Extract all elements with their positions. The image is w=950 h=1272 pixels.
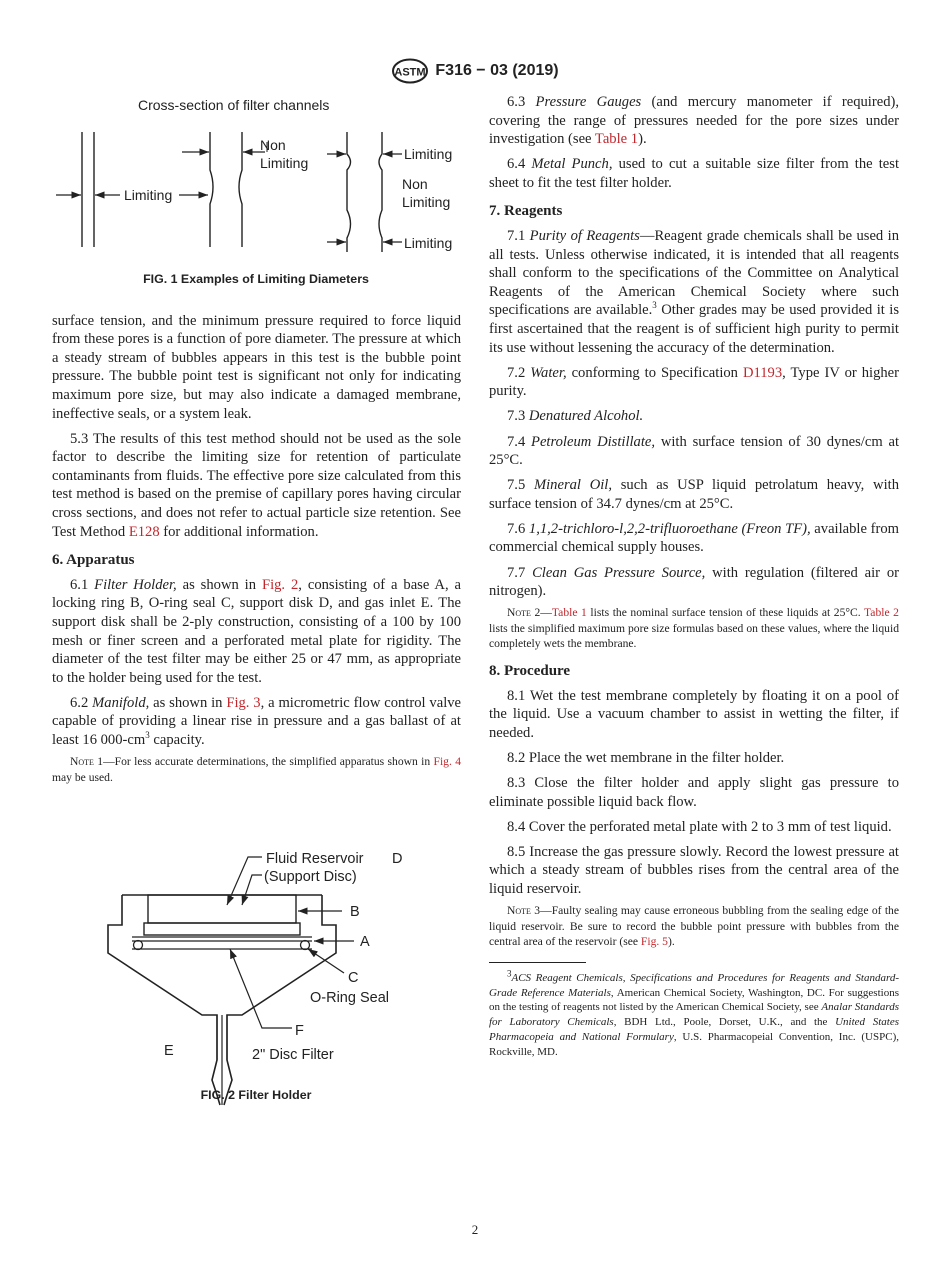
figure-2 (52, 845, 461, 1107)
fig1-title: Cross-section of filter channels (138, 97, 330, 113)
para-6-4: 6.4 Metal Punch, used to cut a suitable size filter from the test sheet to fit the test filter holder. (489, 156, 900, 191)
svg-text:Fluid Reservoir: Fluid Reservoir (266, 851, 364, 867)
footnote-rule (489, 962, 586, 963)
svg-text:C: C (348, 970, 359, 986)
para-8-2: 8.2 Place the wet membrane in the filter holder. (507, 749, 785, 766)
para-6-1: 6.1 Filter Holder, as shown in Fig. 2, consisting of a base A, a locking ring B, O-ring seal C, support disk D, and gas inlet E. The support disk shall be 2-ply construction, consisting of a 100 by 100 mesh or finer screen and a perforated metal plate for rigidity. The diameter of the test filter may be either 25 or 47 mm, as appropriate to the holder being used for the test. (52, 576, 462, 686)
svg-text:Non: Non (402, 176, 428, 192)
para-7-7: 7.7 Clean Gas Pressure Source, with regulation (filtered air or nitrogen). (489, 564, 899, 600)
para-8-1: 8.1 Wet the test membrane completely by floating it on a pool of the liquid. Use a vacuum chamber to assist in wetting the filter, if needed. (489, 687, 899, 741)
figure-1 (52, 92, 461, 294)
svg-text:Limiting: Limiting (402, 194, 451, 210)
right-column (489, 93, 899, 1060)
svg-text:E: E (164, 1043, 174, 1059)
para-7-2: 7.2 Water, conforming to Specification D1193, Type IV or higher purity. (489, 364, 900, 400)
para-7-1: 7.1 Purity of Reagents—Reagent grade chemicals shall be used in all tests. Unless otherwise indicated, it is intended that all reagents shall conform to the specifications of the Committee on Analytical Reagents of the American Chemical Society where such specifications are available.$^3$ Other grades may be used provided it is first ascertained that the reagent is of sufficient high purity to permit its use without lessening the accuracy of the determination. (489, 228, 900, 356)
page-header (0, 58, 950, 84)
astm-logo-icon (391, 58, 429, 84)
footnote-3: $^3$ACS Reagent Chemicals, Specifications and Procedures for Reagents and Standard-Grade Reference Materials, American Chemical Society, Washington, DC. For suggestions on the testing of reagents not listed by the American Chemical Society, see Analar Standards for Laboratory Chemicals, BDH Ltd., Poole, Dorset, U.K., and the United States Pharmacopeia and National Formulary, U.S. Pharmacopeial Convention, Inc. (USPC), Rockville, MD. (489, 968, 899, 1058)
svg-text:(Support Disc): (Support Disc) (264, 869, 357, 885)
svg-text:Limiting: Limiting (124, 187, 173, 203)
link-fig3[interactable]: Fig. 3 (226, 694, 261, 711)
left-column (52, 92, 461, 791)
link-table1-note[interactable]: Table 1 (551, 606, 587, 620)
fig2-caption: FIG. 2 Filter Holder (200, 1088, 312, 1102)
para-6-2: 6.2 Manifold, as shown in Fig. 3, a micrometric flow control valve capable of providing a linear rise in pressure and a gas ballast of at least 16 $000-cm^3$ capacity. (52, 694, 462, 749)
svg-text:B: B (350, 904, 360, 920)
svg-text:F: F (295, 1023, 304, 1039)
link-d1193[interactable]: D1193 (742, 364, 783, 381)
fig1-caption: FIG. 1 Examples of Limiting Diameters (143, 272, 369, 286)
heading-apparatus: 6. Apparatus (52, 552, 135, 569)
link-table2[interactable]: Table 2 (864, 606, 899, 620)
note-1: Note 1—For less accurate determinations, the simplified apparatus shown in Fig. 4 may be used. (52, 755, 461, 784)
link-fig2[interactable]: Fig. 2 (261, 576, 299, 593)
svg-text:ASTM: ASTM (394, 66, 426, 79)
svg-text:A: A (360, 934, 370, 950)
para-8-3: 8.3 Close the filter holder and apply slight gas pressure to eliminate possible liquid back flow. (489, 775, 899, 810)
link-fig4[interactable]: Fig. 4 (433, 755, 461, 769)
svg-text:Non: Non (260, 137, 286, 153)
para-6-3: 6.3 Pressure Gauges (and mercury manometer if required), covering the range of pressures needed for the pore sizes under investigation (see Table 1). (489, 94, 899, 148)
para-5-2-cont: surface tension, and the minimum pressure required to force liquid from these pores is a function of pore diameter. The pressure at which a steady stream of bubbles appears in this test is the bubble point pressure. The bubble point test is significant not only for indicating maximum pore size, but may also indicate a damaged membrane, ineffective seals, or a system leak. (52, 312, 461, 422)
para-5-3: 5.3 The results of this test method should not be used as the sole factor to describe the limiting size for retention of particulate contaminants from fluids. The effective pore size calculated from this test method is based on the premise of capillary pores having circular cross sections, and does not refer to actual particle size retention. See Test Method E128 for additional information. (52, 430, 461, 540)
para-7-5: 7.5 Mineral Oil, such as USP liquid petrolatum heavy, with surface tension of 34.7 dynes/cm at 25°C. (489, 477, 899, 512)
svg-text:2" Disc Filter: 2" Disc Filter (252, 1047, 334, 1063)
svg-text:Limiting: Limiting (260, 155, 309, 171)
link-table1[interactable]: Table 1 (594, 131, 639, 148)
page-number: 2 (471, 1222, 479, 1237)
para-8-5: 8.5 Increase the gas pressure slowly. Record the lowest pressure at which a steady stream of bubbles rises from the central area of the liquid reservoir. (489, 843, 899, 897)
link-fig5[interactable]: Fig. 5 (640, 935, 668, 949)
svg-text:O-Ring Seal: O-Ring Seal (310, 990, 389, 1006)
link-e128[interactable]: E128 (128, 523, 160, 540)
heading-reagents: 7. Reagents (489, 203, 563, 220)
doc-id: F316 − 03 (2019) (435, 62, 559, 79)
note-3: Note 3—Faulty sealing may cause erroneous bubbling from the sealing edge of the liquid reservoir. Be sure to record the bubble point pressure with bubbles from the central area of the reservoir (see Fig. 5). (489, 904, 899, 949)
svg-text:D: D (392, 851, 403, 867)
para-7-4: 7.4 Petroleum Distillate, with surface tension of 30 dynes/cm at 25°C. (489, 433, 900, 469)
para-8-4: 8.4 Cover the perforated metal plate with 2 to 3 mm of test liquid. (507, 818, 892, 835)
svg-text:Limiting: Limiting (404, 235, 453, 251)
svg-text:Limiting: Limiting (404, 146, 453, 162)
para-7-6: 7.6 1,1,2-trichloro-l,2,2-trifluoroethane (Freon TF), available from commercial chemical supply houses. (489, 520, 899, 556)
note-2: Note 2—Table 1 lists the nominal surface tension of these liquids at 25°C. Table 2 lists the simplified maximum pore size formulas based on these values, where the liquid completely wets the membrane. (489, 606, 899, 651)
heading-procedure: 8. Procedure (489, 663, 571, 680)
para-7-3: 7.3 Denatured Alcohol. (507, 408, 644, 425)
